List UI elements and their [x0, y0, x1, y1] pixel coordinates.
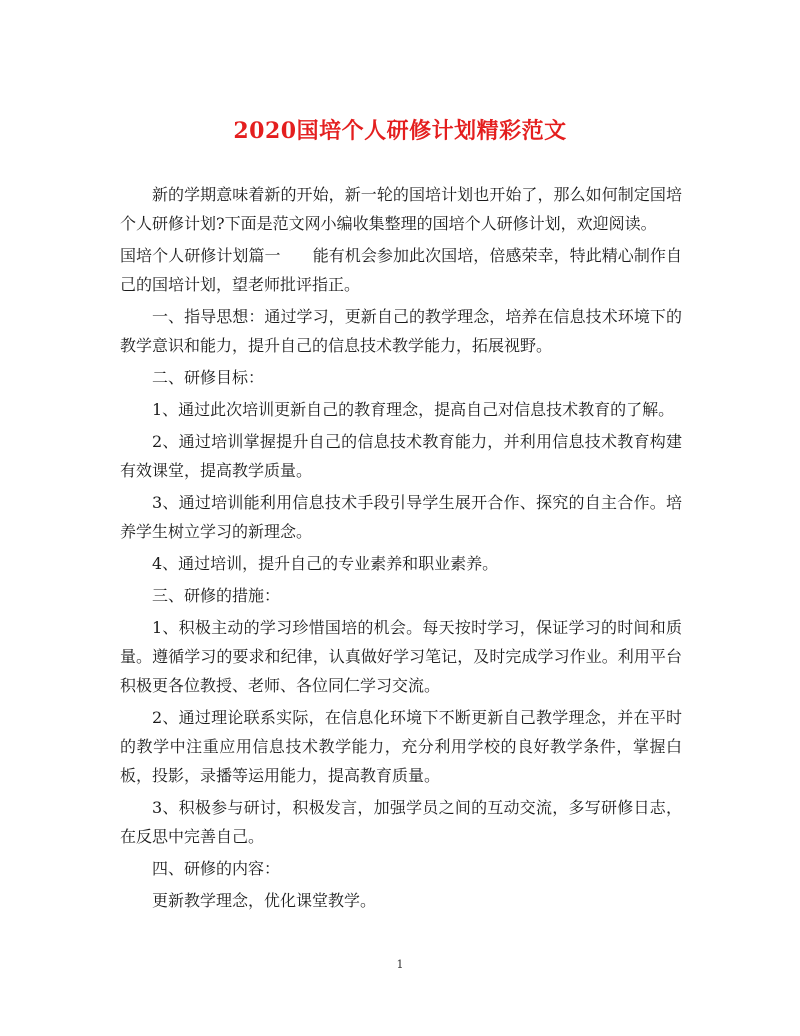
paragraph: 新的学期意味着新的开始，新一轮的国培计划也开始了，那么如何制定国培个人研修计划?下面是范文网小编收集整理的国培个人研修计划，欢迎阅读。	[120, 185, 682, 233]
paragraph: 4、通过培训，提升自己的专业素养和职业素养。	[152, 554, 499, 573]
paragraph: 1、积极主动的学习珍惜国培的机会。每天按时学习，保证学习的时间和质量。遵循学习的要求和纪律，认真做好学习笔记，及时完成学习作业。利用平台积极更各位教授、老师、各位同仁学习交流。	[120, 618, 682, 695]
document-title: 2020国培个人研修计划精彩范文	[233, 118, 567, 144]
paragraph: 四、研修的内容：	[152, 859, 281, 878]
paragraph: 3、积极参与研讨，积极发言，加强学员之间的互动交流，多写研修日志，在反思中完善自己。	[120, 798, 682, 846]
paragraph: 国培个人研修计划篇一 能有机会参加此次国培，倍感荣幸，特此精心制作自己的国培计划，望老师批评指正。	[120, 246, 682, 294]
document-body	[120, 180, 682, 918]
paragraph: 三、研修的措施：	[152, 586, 281, 605]
page-number: 1	[396, 958, 404, 971]
paragraph: 二、研修目标：	[152, 368, 265, 387]
paragraph: 2、通过理论联系实际，在信息化环境下不断更新自己教学理念，并在平时的教学中注重应用信息技术教学能力，充分利用学校的良好教学条件，掌握白板，投影，录播等运用能力，提高教育质量。	[120, 708, 682, 785]
paragraph: 3、通过培训能利用信息技术手段引导学生展开合作、探究的自主合作。培养学生树立学习的新理念。	[120, 493, 682, 541]
paragraph: 2、通过培训掌握提升自己的信息技术教育能力，并利用信息技术教育构建有效课堂，提高教学质量。	[120, 432, 682, 480]
paragraph: 更新教学理念，优化课堂教学。	[152, 891, 377, 910]
paragraph: 一、指导思想：通过学习，更新自己的教学理念，培养在信息技术环境下的教学意识和能力，提升自己的信息技术教学能力，拓展视野。	[120, 307, 682, 355]
paragraph: 1、通过此次培训更新自己的教育理念，提高自己对信息技术教育的了解。	[152, 400, 675, 419]
